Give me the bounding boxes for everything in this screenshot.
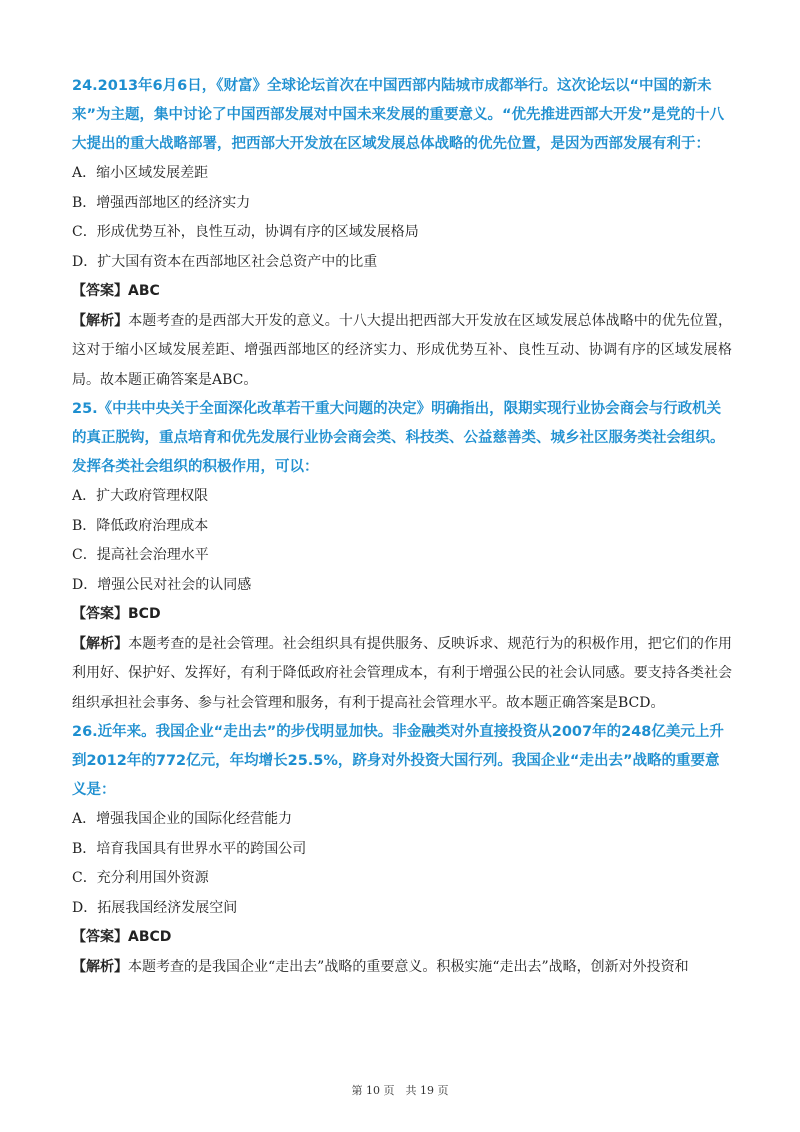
option-a: A．增强我国企业的国际化经营能力 xyxy=(72,811,293,827)
explanation xyxy=(72,953,732,983)
question-stem: 24.2013年6月6日，《财富》全球论坛首次在中国西部内陆城市成都举行。这次论坛以“中国的新未来”为主题，集中讨论了中国西部发展对中国未来发展的重要意义。“优先推进西部大开发”是党的十八大提出的重大战略部署，把西部大开发放在区域发展总体战略的优先位置，是因为西部发展有利于： xyxy=(72,78,725,152)
option-b: B．培育我国具有世界水平的跨国公司 xyxy=(72,840,307,857)
answer-value: BCD xyxy=(128,606,161,622)
answer-line xyxy=(72,277,732,307)
option-d: D．扩大国有资本在西部地区社会总资产中的比重 xyxy=(72,253,378,270)
explanation-label: 【解析】 xyxy=(72,958,128,975)
explanation-text: 本题考查的是社会管理。社会组织具有提供服务、反映诉求、规范行为的积极作用，把它们的作用利用好、保护好、发挥好，有利于降低政府社会管理成本，有利于增强公民的社会认同感。要支持各类社会组织承担社会事务、参与社会管理和服务，有利于提高社会管理水平。故本题正确答案是BCD。 xyxy=(72,635,733,711)
page-content xyxy=(72,72,732,982)
option-b: B．增强西部地区的经济实力 xyxy=(72,194,251,211)
question-stem: 25.《中共中央关于全面深化改革若干重大问题的决定》明确指出，限期实现行业协会商会与行政机关的真正脱钩，重点培育和优先发展行业协会商会类、科技类、公益慈善类、城乡社区服务类社会组织。发挥各类社会组织的积极作用，可以： xyxy=(72,401,725,475)
answer-label: 【答案】 xyxy=(72,929,128,945)
explanation-text: 本题考查的是我国企业“走出去”战略的重要意义。积极实施“走出去”战略，创新对外投资和 xyxy=(128,958,689,975)
answer-value: ABCD xyxy=(128,929,172,945)
option-a: A．缩小区域发展差距 xyxy=(72,165,209,181)
answer-line xyxy=(72,600,732,630)
explanation-label: 【解析】 xyxy=(72,635,129,652)
explanation-text: 本题考查的是西部大开发的意义。十八大提出把西部大开发放在区域发展总体战略中的优先位置，这对于缩小区域发展差距、增强西部地区的经济实力、形成优势互补、良性互动、协调有序的区域发展格局。故本题正确答案是ABC。 xyxy=(72,312,733,388)
question-block xyxy=(72,72,732,395)
option-a: A．扩大政府管理权限 xyxy=(72,488,209,504)
answer-value: ABC xyxy=(128,283,160,299)
option-c: C．提高社会治理水平 xyxy=(72,547,209,563)
explanation-label: 【解析】 xyxy=(72,312,129,329)
option-b: B．降低政府治理成本 xyxy=(72,517,209,534)
question-block xyxy=(72,718,732,982)
answer-line xyxy=(72,923,732,953)
option-c: C．充分利用国外资源 xyxy=(72,870,209,886)
option-d: D．增强公民对社会的认同感 xyxy=(72,576,252,593)
explanation xyxy=(72,630,732,719)
explanation xyxy=(72,307,732,396)
question-stem: 26.近年来。我国企业“走出去”的步伐明显加快。非金融类对外直接投资从2007年的248亿美元上升到2012年的772亿元，年均增长25.5%，跻身对外投资大国行列。我国企业“走出去”战略的重要意义是： xyxy=(72,724,724,798)
answer-label: 【答案】 xyxy=(72,606,128,622)
answer-label: 【答案】 xyxy=(72,283,128,299)
option-c: C．形成优势互补，良性互动，协调有序的区域发展格局 xyxy=(72,224,419,240)
question-block xyxy=(72,395,732,718)
option-d: D．拓展我国经济发展空间 xyxy=(72,899,238,916)
page-footer: 第 10 页 共 19 页 xyxy=(351,1084,449,1097)
